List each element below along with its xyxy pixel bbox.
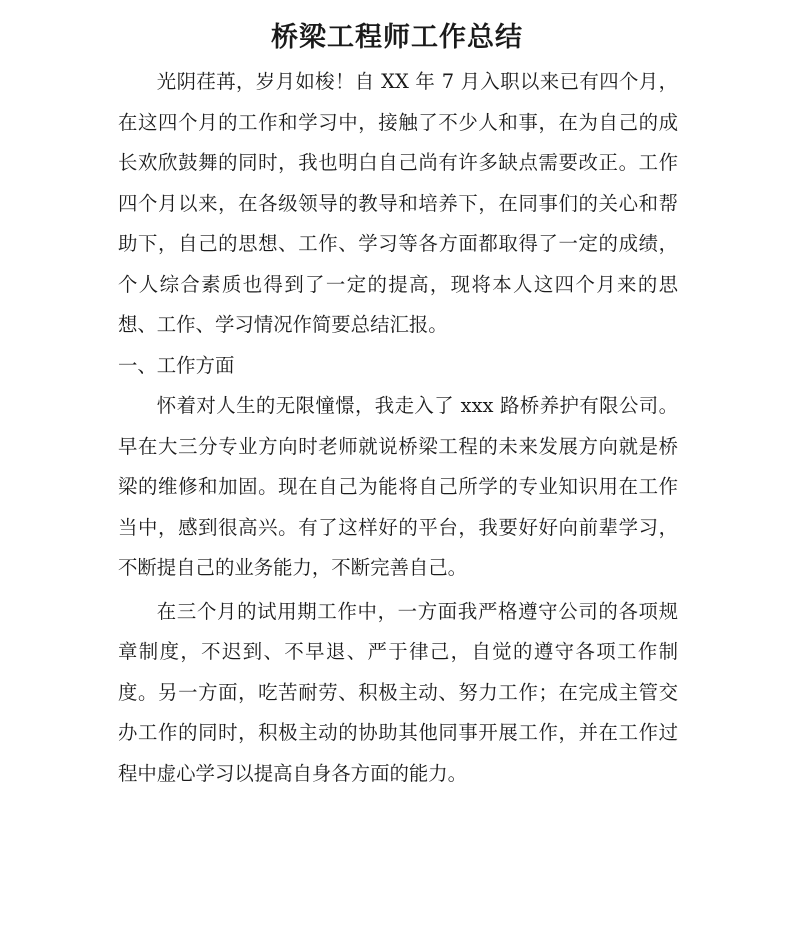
document-body <box>118 62 678 794</box>
paragraph-intro: 光阴荏苒，岁月如梭！自 XX 年 7 月入职以来已有四个月，在这四个月的工作和学习中，接触了不少人和事，在为自己的成长欢欣鼓舞的同时，我也明白自己尚有许多缺点需要改正。工作四个月以来，在各级领导的教导和培养下，在同事们的关心和帮助下，自己的思想、工作、学习等各方面都取得了一定的成绩，个人综合素质也得到了一定的提高，现将本人这四个月来的思想、工作、学习情况作简要总结汇报。 <box>118 70 678 336</box>
document-title: 桥梁工程师工作总结 <box>271 22 523 53</box>
paragraph-probation: 在三个月的试用期工作中，一方面我严格遵守公司的各项规章制度，不迟到、不早退、严于律己，自觉的遵守各项工作制度。另一方面，吃苦耐劳、积极主动、努力工作；在完成主管交办工作的同时，积极主动的协助其他同事开展工作，并在工作过程中虚心学习以提高自身各方面的能力。 <box>118 599 678 785</box>
paragraph-joining-company: 怀着对人生的无限憧憬，我走入了 xxx 路桥养护有限公司。早在大三分专业方向时老师就说桥梁工程的未来发展方向就是桥梁的维修和加固。现在自己为能将自己所学的专业知识用在工作当中，感到很高兴。有了这样好的平台，我要好好向前辈学习，不断提自己的业务能力，不断完善自己。 <box>118 394 678 579</box>
section-heading-work: 一、工作方面 <box>118 353 235 377</box>
